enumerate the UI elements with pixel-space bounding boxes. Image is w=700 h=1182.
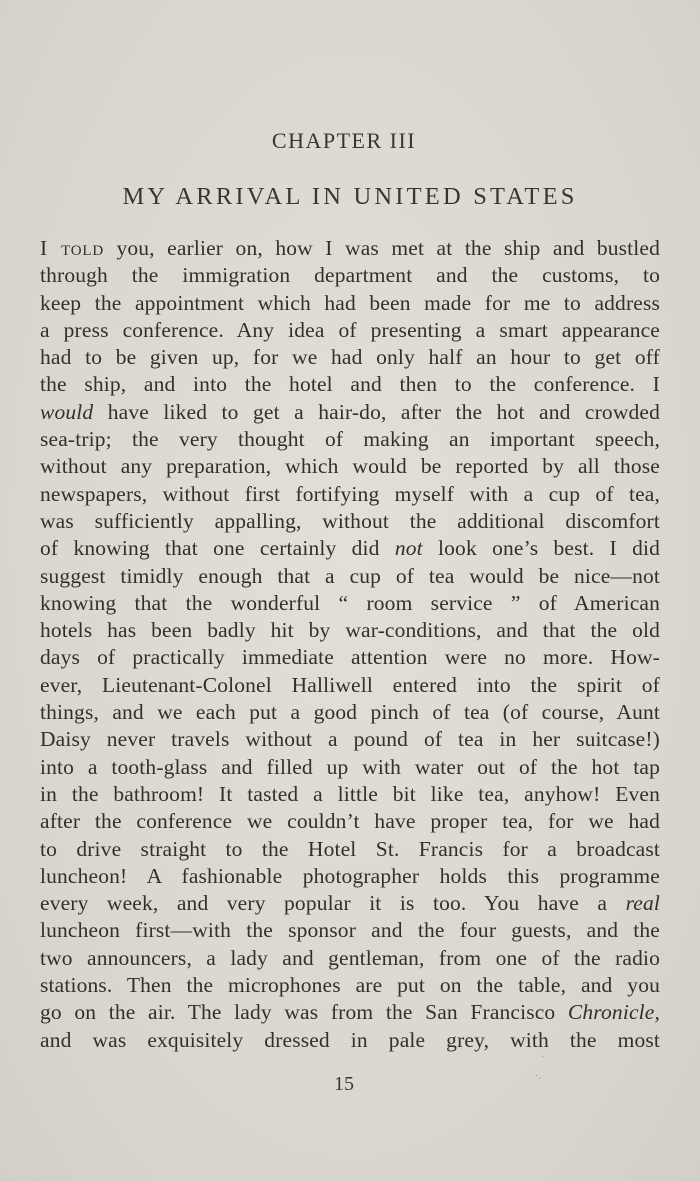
line-text: sea-trip; the very thought of making an important speech, bbox=[40, 427, 660, 452]
line-text: hotels has been badly hit by war-conditions, and that the old bbox=[40, 618, 660, 643]
emphasis-text: real bbox=[625, 891, 660, 916]
emphasis-text: would bbox=[40, 399, 94, 424]
line-text: luncheon first—with the sponsor and the four guests, and the bbox=[40, 918, 660, 943]
text-line bbox=[40, 917, 660, 944]
text-line bbox=[40, 290, 660, 317]
line-text: things, and we each put a good pinch of tea (of course, Aunt bbox=[40, 700, 660, 725]
line-text: the ship, and into the hotel and then to the conference. I bbox=[40, 372, 660, 397]
text-line bbox=[40, 617, 660, 644]
line-text: two announcers, a lady and gentleman, from one of the radio bbox=[40, 945, 660, 970]
text-line bbox=[40, 672, 660, 699]
emphasis-text: not bbox=[394, 536, 423, 561]
text-line bbox=[40, 262, 660, 289]
text-line bbox=[40, 808, 660, 835]
chapter-title: MY ARRIVAL IN UNITED STATES bbox=[122, 183, 578, 210]
text-line bbox=[40, 836, 660, 863]
line-text: to drive straight to the Hotel St. Francis for a broadcast bbox=[40, 836, 660, 861]
print-speck: ·. bbox=[535, 1071, 541, 1082]
emphasis-text: Chronicle, bbox=[567, 1000, 660, 1025]
line-text: newspapers, without first fortifying myself with a cup of tea, bbox=[40, 481, 660, 506]
line-text: stations. Then the microphones are put on the table, and you bbox=[40, 973, 660, 998]
text-line bbox=[40, 754, 660, 781]
text-line bbox=[40, 235, 660, 262]
line-text: look one’s best. I did bbox=[422, 536, 660, 561]
line-text: every week, and very popular it is too. You have a bbox=[40, 891, 626, 916]
line-text: luncheon! A fashionable photographer holds this programme bbox=[40, 863, 660, 888]
line-text: into a tooth-glass and filled up with water out of the hot tap bbox=[40, 754, 660, 779]
line-text: go on the air. The lady was from the San Francisco bbox=[40, 1000, 568, 1025]
small-caps-opening: I told bbox=[40, 236, 104, 260]
line-text: days of practically immediate attention were no more. How- bbox=[40, 645, 660, 670]
line-text: of knowing that one certainly did bbox=[40, 536, 395, 561]
text-line bbox=[40, 535, 660, 562]
text-line bbox=[40, 590, 660, 617]
text-line bbox=[40, 317, 660, 344]
line-text: had to be given up, for we had only half an hour to get off bbox=[40, 345, 660, 370]
page-number: 15 bbox=[334, 1073, 354, 1095]
text-line bbox=[40, 344, 660, 371]
line-text: without any preparation, which would be reported by all those bbox=[40, 454, 660, 479]
line-text: keep the appointment which had been made for me to address bbox=[40, 290, 660, 315]
text-line bbox=[40, 399, 660, 426]
line-text: you, earlier on, how I was met at the ship and bustled bbox=[104, 236, 660, 260]
line-text: in the bathroom! It tasted a little bit like tea, anyhow! Even bbox=[40, 781, 660, 806]
line-text: ever, Lieutenant-Colonel Halliwell entered into the spirit of bbox=[40, 672, 660, 697]
text-line bbox=[40, 426, 660, 453]
text-line bbox=[40, 726, 660, 753]
text-line bbox=[40, 699, 660, 726]
line-text: after the conference we couldn’t have proper tea, for we had bbox=[40, 809, 660, 834]
line-text: through the immigration department and the customs, to bbox=[40, 263, 660, 288]
chapter-label: CHAPTER III bbox=[271, 128, 417, 153]
line-text: have liked to get a hair-do, after the hot and crowded bbox=[93, 399, 660, 424]
text-line bbox=[40, 945, 660, 972]
text-line bbox=[40, 863, 660, 890]
text-line bbox=[40, 371, 660, 398]
line-text: Daisy never travels without a pound of tea in her suitcase!) bbox=[40, 727, 660, 752]
text-line bbox=[40, 972, 660, 999]
text-line bbox=[40, 563, 660, 590]
line-text: a press conference. Any idea of presenting a smart appearance bbox=[40, 317, 660, 342]
text-line bbox=[40, 890, 660, 917]
line-text: suggest timidly enough that a cup of tea would be nice—not bbox=[40, 563, 660, 588]
text-line bbox=[40, 781, 660, 808]
line-text: and was exquisitely dressed in pale grey, with the most bbox=[40, 1027, 660, 1052]
text-line bbox=[40, 481, 660, 508]
body-text bbox=[40, 235, 660, 1054]
text-line bbox=[40, 453, 660, 480]
text-line bbox=[40, 508, 660, 535]
print-speck: · bbox=[541, 1052, 545, 1063]
text-line bbox=[40, 999, 660, 1026]
line-text: was sufficiently appalling, without the additional discomfort bbox=[40, 508, 660, 533]
line-text: knowing that the wonderful “ room service ” of American bbox=[40, 590, 660, 615]
text-line bbox=[40, 644, 660, 671]
text-line bbox=[40, 1027, 660, 1054]
